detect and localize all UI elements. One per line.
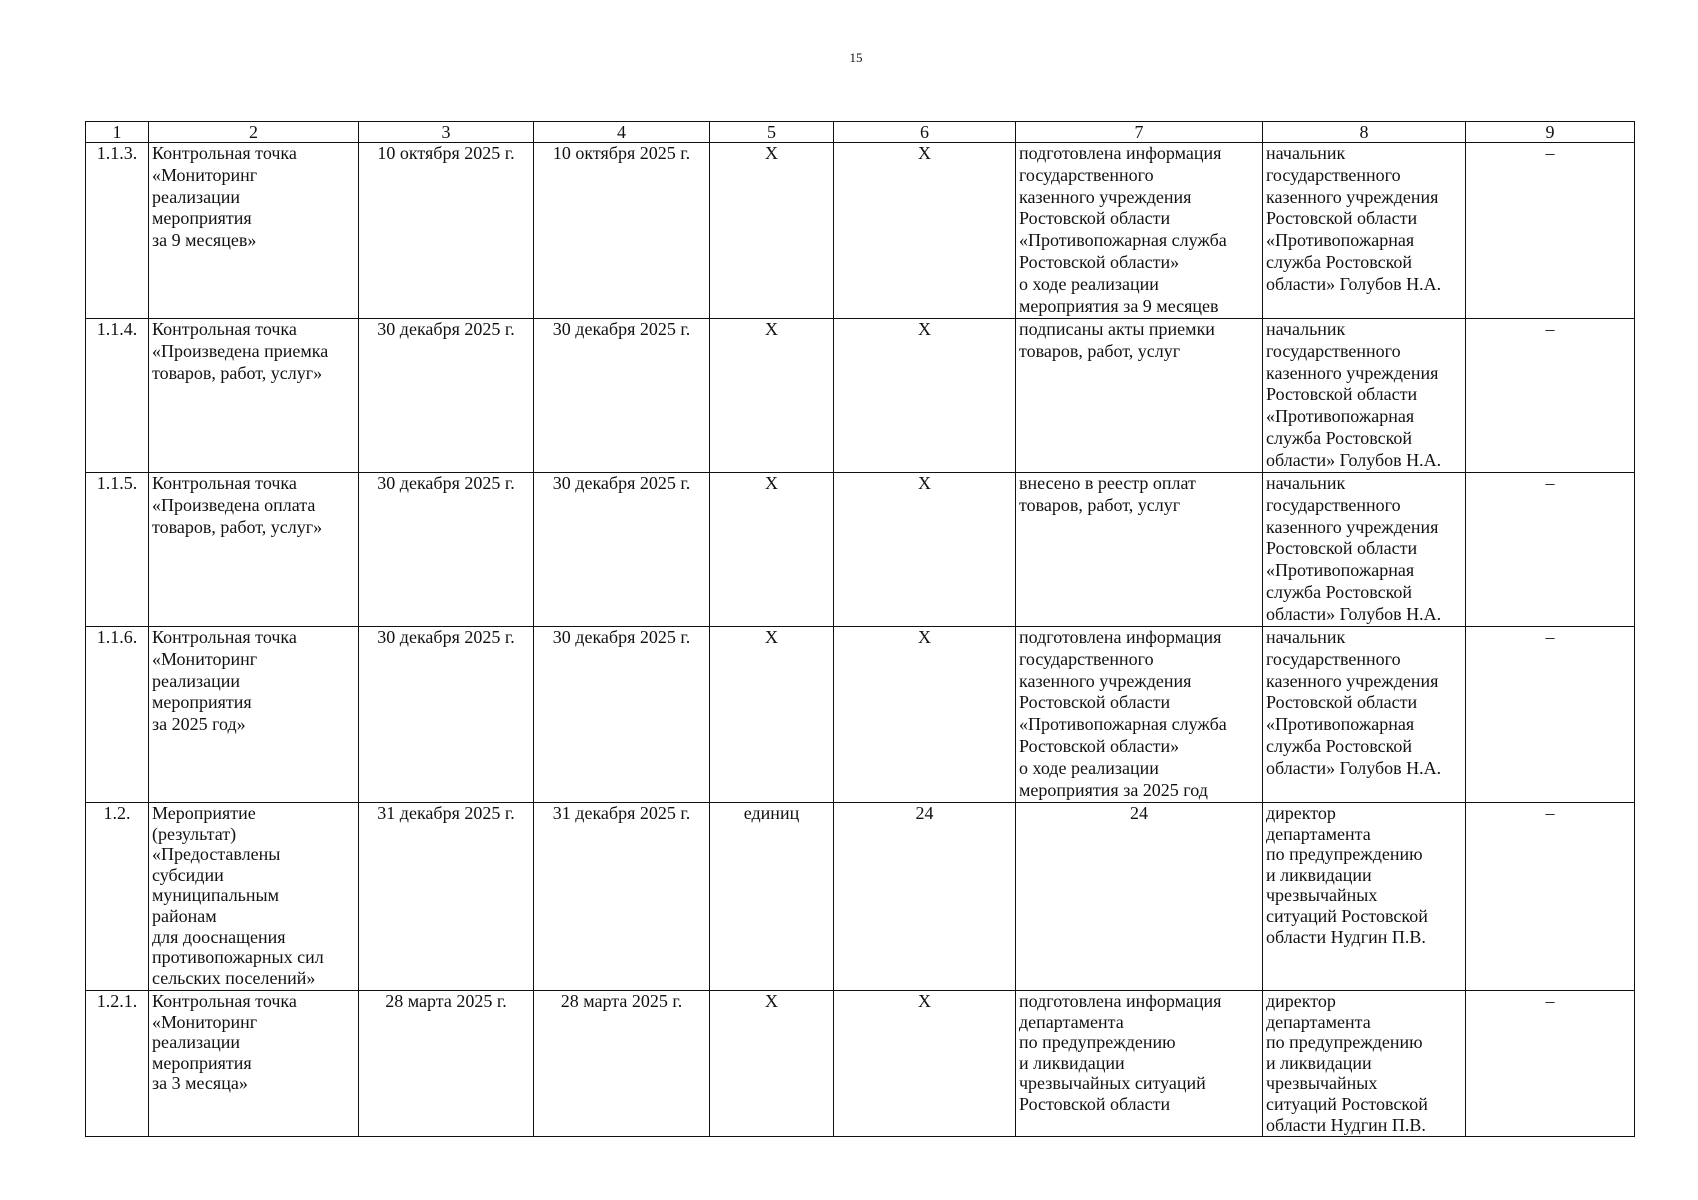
event-name: Контрольная точка «Произведена оплата товаров, работ, услуг» (149, 473, 359, 627)
responsible: начальник государственного казенного учреждения Ростовской области «Противопожарная служба Ростовской области» Голубов Н.А. (1263, 319, 1466, 473)
unit: Х (710, 319, 834, 473)
event-name: Мероприятие (результат) «Предоставлены субсидии муниципальным районам для дооснащения противопожарных сил сельских поселений» (149, 803, 359, 991)
note: – (1466, 803, 1635, 991)
column-number: 7 (1016, 122, 1263, 143)
start-date: 31 декабря 2025 г. (359, 803, 534, 991)
value: Х (834, 991, 1016, 1137)
note: – (1466, 473, 1635, 627)
unit: Х (710, 627, 834, 803)
start-date: 30 декабря 2025 г. (359, 473, 534, 627)
row-number: 1.1.4. (86, 319, 149, 473)
column-number: 4 (534, 122, 710, 143)
unit: Х (710, 991, 834, 1137)
result: подготовлена информация государственного казенного учреждения Ростовской области «Противопожарная служба Ростовской области» о ходе реализации мероприятия за 2025 год (1016, 627, 1263, 803)
value: Х (834, 319, 1016, 473)
table-row (86, 991, 1635, 1137)
unit: единиц (710, 803, 834, 991)
column-number: 1 (86, 122, 149, 143)
plan-table (85, 121, 1635, 1137)
note: – (1466, 143, 1635, 319)
column-number: 8 (1263, 122, 1466, 143)
value: Х (834, 143, 1016, 319)
end-date: 30 декабря 2025 г. (534, 319, 710, 473)
row-number: 1.1.6. (86, 627, 149, 803)
value: 24 (834, 803, 1016, 991)
column-number: 5 (710, 122, 834, 143)
start-date: 28 марта 2025 г. (359, 991, 534, 1137)
column-number: 6 (834, 122, 1016, 143)
responsible: директор департамента по предупреждению и ликвидации чрезвычайных ситуаций Ростовской области Нудгин П.В. (1263, 991, 1466, 1137)
responsible: начальник государственного казенного учреждения Ростовской области «Противопожарная служба Ростовской области» Голубов Н.А. (1263, 143, 1466, 319)
start-date: 30 декабря 2025 г. (359, 627, 534, 803)
result: 24 (1016, 803, 1263, 991)
unit: Х (710, 473, 834, 627)
column-number: 2 (149, 122, 359, 143)
end-date: 28 марта 2025 г. (534, 991, 710, 1137)
start-date: 10 октября 2025 г. (359, 143, 534, 319)
event-name: Контрольная точка «Мониторинг реализации мероприятия за 3 месяца» (149, 991, 359, 1137)
column-number: 9 (1466, 122, 1635, 143)
page-number: 15 (849, 50, 863, 65)
table-row (86, 143, 1635, 319)
start-date: 30 декабря 2025 г. (359, 319, 534, 473)
end-date: 30 декабря 2025 г. (534, 473, 710, 627)
row-number: 1.1.5. (86, 473, 149, 627)
row-number: 1.2.1. (86, 991, 149, 1137)
responsible: начальник государственного казенного учреждения Ростовской области «Противопожарная служба Ростовской области» Голубов Н.А. (1263, 627, 1466, 803)
event-name: Контрольная точка «Мониторинг реализации мероприятия за 2025 год» (149, 627, 359, 803)
result: подготовлена информация государственного казенного учреждения Ростовской области «Противопожарная служба Ростовской области» о ходе реализации мероприятия за 9 месяцев (1016, 143, 1263, 319)
row-number: 1.1.3. (86, 143, 149, 319)
result: подписаны акты приемки товаров, работ, услуг (1016, 319, 1263, 473)
row-number: 1.2. (86, 803, 149, 991)
end-date: 10 октября 2025 г. (534, 143, 710, 319)
note: – (1466, 319, 1635, 473)
table-row (86, 627, 1635, 803)
result: внесено в реестр оплат товаров, работ, услуг (1016, 473, 1263, 627)
event-name: Контрольная точка «Мониторинг реализации мероприятия за 9 месяцев» (149, 143, 359, 319)
table-row (86, 473, 1635, 627)
note: – (1466, 627, 1635, 803)
value: Х (834, 627, 1016, 803)
responsible: директор департамента по предупреждению и ликвидации чрезвычайных ситуаций Ростовской области Нудгин П.В. (1263, 803, 1466, 991)
event-name: Контрольная точка «Произведена приемка товаров, работ, услуг» (149, 319, 359, 473)
end-date: 31 декабря 2025 г. (534, 803, 710, 991)
unit: Х (710, 143, 834, 319)
column-number-row (86, 122, 1635, 143)
value: Х (834, 473, 1016, 627)
result: подготовлена информация департамента по предупреждению и ликвидации чрезвычайных ситуаций Ростовской области (1016, 991, 1263, 1137)
table-row (86, 319, 1635, 473)
column-number: 3 (359, 122, 534, 143)
responsible: начальник государственного казенного учреждения Ростовской области «Противопожарная служба Ростовской области» Голубов Н.А. (1263, 473, 1466, 627)
table-row (86, 803, 1635, 991)
end-date: 30 декабря 2025 г. (534, 627, 710, 803)
note: – (1466, 991, 1635, 1137)
